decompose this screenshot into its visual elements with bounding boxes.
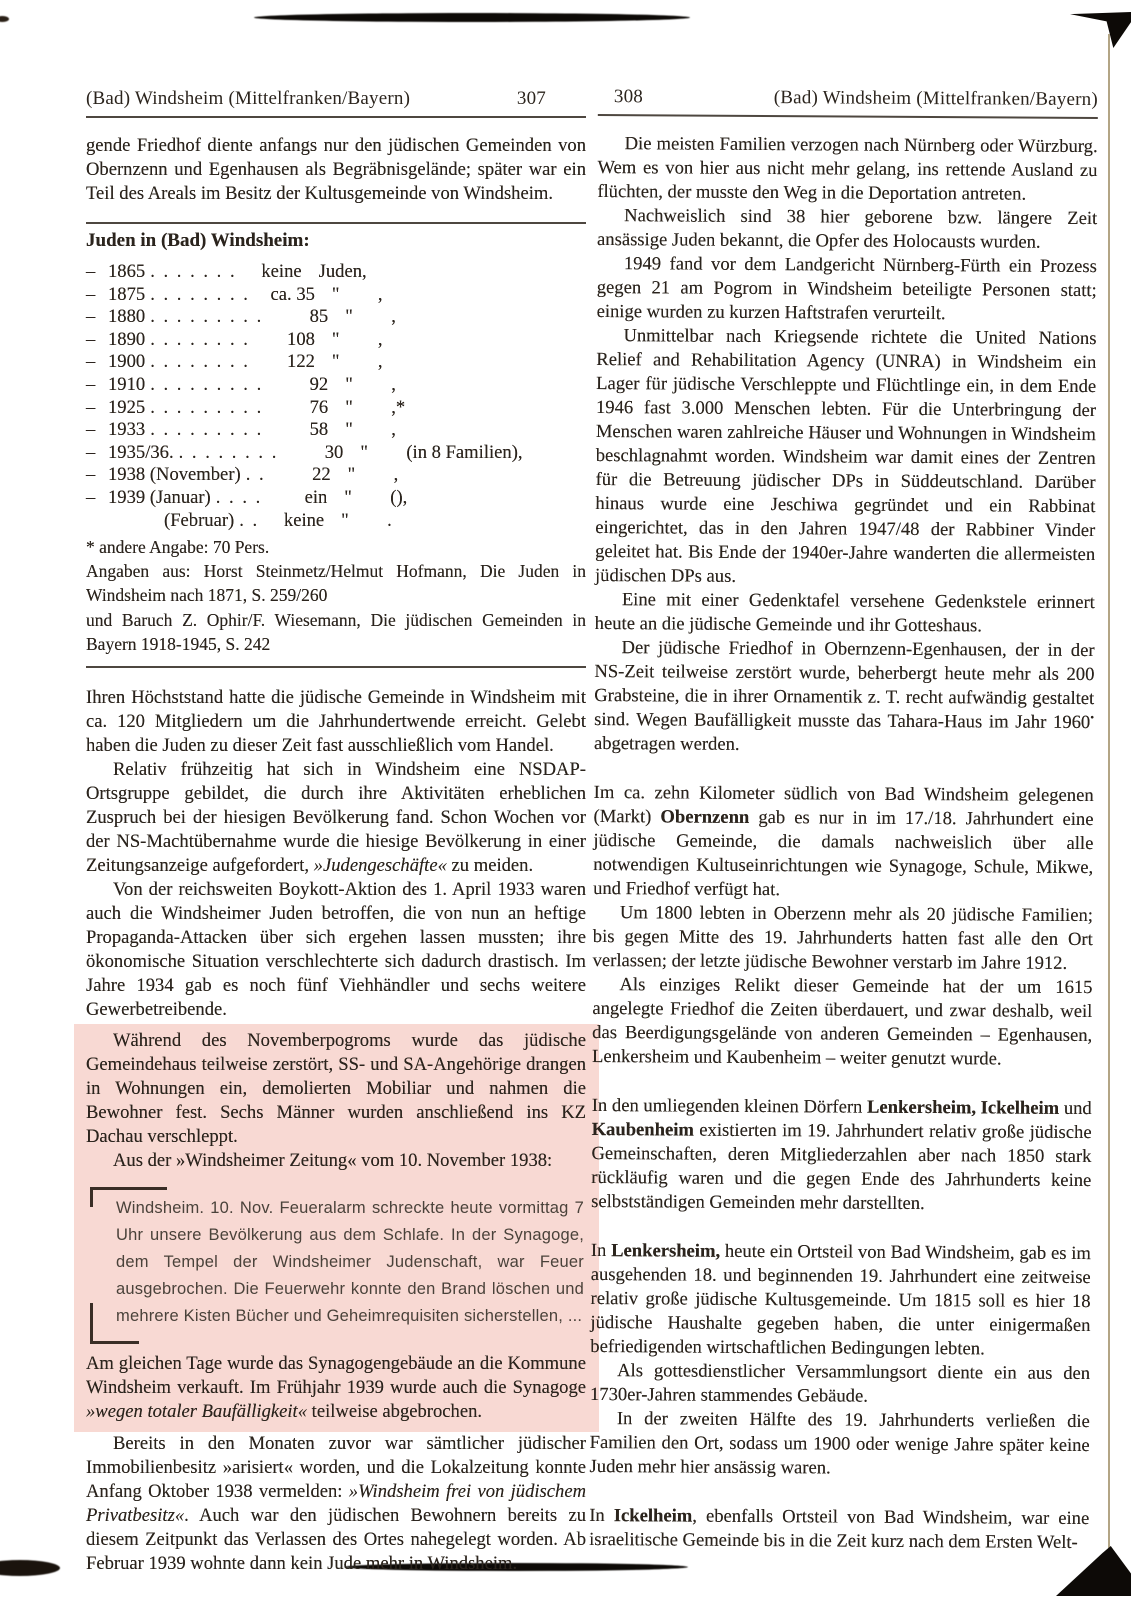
table-row	[86, 397, 586, 420]
cell-leader-dots: . . . .	[215, 486, 261, 508]
table-row	[86, 442, 586, 465]
cell-year: 1938 (November)	[108, 464, 241, 486]
cell-year: 1875	[108, 283, 146, 305]
table-row	[86, 329, 586, 352]
cell-leader-dots: . . . . . . . . .	[150, 396, 262, 418]
paragraph-boykott: Von der reichsweiten Boykott-Aktion des 1. April 1933 waren auch die Windsheimer Juden betroffen, die von nun an heftige Propaganda-Attacken über sich ergehen lassen mussten; ihre ökonomische Situation verschlechterte sich dadurch drastisch. Im Jahre 1934 gab es noch fünf Viehhändler und sechs weitere Gewerbetreibende.	[86, 879, 586, 1021]
cell-value: ein	[304, 486, 328, 508]
statistics-heading: Juden in (Bad) Windsheim:	[86, 230, 310, 251]
paragraph-zweite-haelfte: In der zweiten Hälfte des 19. Jahrhunderts verließen die Familien den Ort, sodass um 1900 oder wenige Jahre später keine Juden mehr hier ansässig waren.	[589, 1408, 1090, 1479]
cell-dash: –	[86, 351, 96, 373]
paragraph-hoechststand: Ihren Höchststand hatte die jüdische Gemeinde in Windsheim mit ca. 120 Mitgliedern um die Jahrhundertwende erreicht. Gelebt haben die Juden zu dieser Zeit fast ausschließlich vom Handel.	[86, 687, 586, 757]
cell-ditto: Juden,	[318, 261, 367, 282]
cell-year: 1880	[108, 306, 146, 328]
cell-ditto: "	[347, 464, 356, 486]
cell-ditto: "	[345, 419, 353, 441]
page-edge-line	[1108, 34, 1110, 1550]
cell-value: 108	[287, 328, 315, 350]
paragraph-nsdap: Relativ frühzeitig hat sich in Windsheim eine NSDAP-Ortsgruppe gebildet, die durch ihre Aktivitäten erheblichen Zuspruch bei der hiesigen Bevölkerung fand. Schon Wochen vor der NS-Machtübernahme wurde die hiesige Bevölkerung in einer Zeitungsanzeige aufgefordert, »Judengeschäfte« zu meiden.	[86, 759, 586, 877]
cell-year: 1935/36.	[108, 441, 174, 463]
scan-corner-wedge-top-right	[1070, 12, 1131, 48]
page-number: 307	[516, 88, 546, 109]
table-row	[86, 261, 586, 284]
cell-note: ,	[377, 351, 383, 373]
cell-leader-dots: . .	[245, 464, 264, 486]
paragraph-relikt: Als einziges Relikt dieser Gemeinde hat der um 1615 angelegte Friedhof die Zeiten überdauert, und zwar deshalb, weil das Beerdigungsgelände von anderen Gemeinden – Egenhausen, Lenkersheim und Kaubenheim – weiter genutzt wurde.	[592, 974, 1093, 1070]
cell-value: 58	[309, 419, 329, 441]
table-row	[86, 464, 586, 487]
highlighted-passage	[74, 1024, 599, 1432]
table-row	[86, 510, 586, 533]
cell-leader-dots: . . . . . . .	[150, 261, 235, 282]
cell-year: 1925	[108, 396, 146, 418]
cell-leader-dots: . . . . . . . .	[150, 351, 248, 373]
paragraph-friedhof-obernzenn: Der jüdische Friedhof in Obernzenn-Egenhausen, der in der NS-Zeit teilweise zerstört wurde, beherbergt heute mehr als 200 Grabsteine, die in ihrer Ornamentik z. T. recht aufwändig gestaltet sind. Wegen Baufälligkeit musste das Tahara-Haus im Jahr 1960• abgetragen werden.	[593, 637, 1095, 755]
cell-value: 22	[312, 464, 331, 486]
cell-note: ,	[377, 328, 383, 350]
table-row	[86, 351, 586, 374]
table-bottom-rule	[86, 666, 586, 668]
source-reference: und Baruch Z. Ophir/F. Wiesemann, Die jüdischen Gemeinden in Bayern 1918-1945, S. 242	[86, 610, 586, 654]
paragraph-novemberpogrom: Während des Novemberpogroms wurde das jüdische Gemeindehaus teilweise zerstört, SS- und SA-Angehörige drangen in Wohnungen ein, demolierten Mobiliar und nahmen die Bewohner fest. Sechs Männer wurden anschließend ins KZ Dachau verschleppt.	[86, 1030, 586, 1148]
paragraph-ickelheim: In Ickelheim, ebenfalls Ortsteil von Bad Windsheim, war eine israelitische Gemeinde bis in die Zeit kurz nach dem Ersten Welt-	[589, 1504, 1090, 1553]
cell-value: 85	[309, 306, 329, 328]
population-statistics	[86, 230, 586, 656]
cell-value: 122	[287, 351, 315, 373]
scan-smudge-top	[254, 13, 690, 22]
cell-dash: –	[86, 396, 96, 418]
cell-year: 1933	[108, 419, 146, 441]
table-row	[86, 284, 586, 307]
paragraph-gedenkstele: Eine mit einer Gedenktafel versehene Gedenkstele erinnert heute an die jüdische Gemeinde und ihr Gotteshaus.	[594, 589, 1095, 637]
quote-text: Windsheim. 10. Nov. Feueralarm schreckte heute vormittag 7 Uhr unsere Bevölkerung aus dem Schlafe. In der Synagoge, dem Tempel der Windsheimer Judenschaft, war Feuer ausgebrochen. Die Feuerwehr konnte den Brand löschen und mehrere Kisten Bücher und Geheimrequisiten sicherstellen, ...	[116, 1199, 584, 1326]
table-row	[86, 419, 586, 442]
running-header-title: (Bad) Windsheim (Mittelfranken/Bayern)	[773, 87, 1098, 111]
paragraph-unra: Unmittelbar nach Kriegsende richtete die United Nations Relief and Rehabilitation Agency (UNRA) in Windsheim ein Lager für jüdische Verschleppte und Flüchtlinge ein, in dem Ende 1946 fast 3.000 Menschen lebten. Für die Unterbringung der Menschen waren zahlreiche Häuser und Wohnungen in Windsheim beschlagnahmt worden. Windsheim war damit eines der Zentren für die Betreuung jüdischer DPs in Süddeutschland. Darüber hinaus wurde eine Jeschiwa gegründet und ein Rabbinat eingerichtet, das in den Jahren 1947/48 der Rabbiner Vinder geleitet hat. Bis Ende der 1940er-Jahre wanderten die allermeisten jüdischen DPs aus.	[594, 325, 1097, 587]
paragraph-doerfer: In den umliegenden kleinen Dörfern Lenkersheim, Ickelheim und Kaubenheim existierten im 19. Jahrhundert relativ große jüdische Gemeinschaften, deren Mitgliederzahlen aber nach 1850 stark rückläufig waren und die gegen Ende des Jahrhunderts keine selbstständigen Gemeinden mehr darstellten.	[591, 1094, 1092, 1215]
table-row	[86, 306, 586, 329]
paragraph-familien: Die meisten Familien verzogen nach Nürnberg oder Würzburg. Wem es von hier aus nicht mehr gelang, ins rettende Ausland zu flüchten, der musste den Weg in die Deportation antreten.	[597, 133, 1098, 205]
header-rule	[598, 114, 1098, 119]
cell-ditto: "	[345, 373, 353, 395]
cell-note: ,*	[391, 396, 406, 418]
cell-ditto: "	[360, 441, 368, 463]
source-reference: Angaben aus: Horst Steinmetz/Helmut Hofmann, Die Juden in Windsheim nach 1871, S. 259/260	[86, 561, 586, 605]
cell-leader-dots: . . . . . . . .	[150, 328, 248, 350]
cell-dash: –	[86, 464, 96, 486]
cell-ditto: "	[331, 351, 340, 373]
paragraph-verkauf: Am gleichen Tage wurde das Synagogengebäude an die Kommune Windsheim verkauft. Im Frühjahr 1939 wurde auch die Synagoge »wegen totaler Baufälligkeit« teilweise abgebrochen.	[86, 1353, 586, 1423]
table-top-rule	[86, 222, 586, 224]
page-307-header	[86, 88, 586, 110]
quote-bracket-top	[90, 1187, 167, 1207]
cell-year: 1900	[108, 351, 146, 373]
paragraph-obernzenn: Im ca. zehn Kilometer südlich von Bad Windsheim gelegenen (Markt) Obernzenn gab es nur in im 17./18. Jahrhundert eine jüdische Gemeinde, die damals nachweislich über alle notwendigen Kultuseinrichtungen wie Synagoge, Schule, Mikwe, und Friedhof verfügt hat.	[593, 781, 1094, 901]
paragraph-nachweislich: Nachweislich sind 38 hier geborene bzw. längere Zeit ansässige Juden bekannt, die Opfer des Holocausts wurden.	[596, 205, 1098, 253]
cell-dash: –	[86, 373, 96, 395]
table-footnote: * andere Angabe: 70 Pers.	[86, 537, 270, 558]
cell-ditto: "	[341, 509, 349, 531]
cell-note: .	[387, 509, 392, 531]
cell-value: 30	[324, 441, 344, 463]
page-308-header	[598, 86, 1098, 111]
running-header-title: (Bad) Windsheim (Mittelfranken/Bayern)	[86, 88, 411, 109]
cell-leader-dots: . . . . . . . . .	[150, 419, 262, 441]
page-307-column	[86, 88, 586, 1576]
cell-value: 92	[309, 373, 329, 395]
header-rule	[86, 116, 586, 118]
page-number: 308	[613, 86, 644, 108]
cell-ditto: "	[345, 306, 353, 328]
cell-value: keine	[261, 261, 302, 282]
paragraph-zeitung-intro: Aus der »Windsheimer Zeitung« vom 10. November 1938:	[113, 1150, 553, 1172]
paragraph-friedhof-continuation: gende Friedhof diente anfangs nur den jüdischen Gemeinden von Obernzenn und Egenhausen als Begräbnisgelände; später war ein Teil des Areals im Besitz der Kultusgemeinde von Windsheim.	[86, 135, 586, 204]
cell-year: 1890	[108, 328, 146, 350]
cell-leader-dots: . .	[239, 509, 258, 531]
cell-dash: –	[86, 441, 96, 463]
cell-value: ca. 35	[270, 283, 315, 305]
cell-ditto: "	[345, 396, 353, 418]
cell-ditto: "	[331, 283, 340, 305]
cell-note: ,	[393, 464, 399, 486]
cell-leader-dots: . . . . . . . .	[178, 441, 277, 463]
footnote-marker: •	[1090, 711, 1095, 724]
cell-year: 1865	[108, 261, 146, 282]
paragraph-um1800: Um 1800 lebten in Oberzenn mehr als 20 jüdische Familien; bis gegen Mitte des 19. Jahrhunderts hatten fast alle den Ort verlassen; der letzte jüdische Bewohner verstarb im Jahre 1912.	[592, 902, 1094, 974]
cell-leader-dots: . . . . . . . . .	[150, 373, 262, 395]
cell-note: ,	[391, 306, 396, 328]
cell-note: ,	[377, 283, 383, 305]
cell-ditto: "	[331, 328, 340, 350]
cell-value: keine	[283, 509, 325, 531]
paragraph-versammlungsort: Als gottesdienstlicher Versammlungsort diente ein aus den 1730er-Jahren stammendes Gebäude.	[589, 1360, 1091, 1407]
cell-dash: –	[86, 306, 96, 328]
paragraph-lenkersheim: In Lenkersheim, heute ein Ortsteil von Bad Windsheim, gab es im ausgehenden 18. und beginnenden 19. Jahrhundert eine zeitweise relativ große jüdische Kultusgemeinde. Um 1815 soll es hier 18 jüdische Haushalte gegeben haben, die unter einigermaßen befriedigenden wirtschaftlichen Bedingungen lebten.	[590, 1239, 1091, 1360]
quote-bracket-bottom	[90, 1303, 139, 1344]
scan-smudge-bottom-left	[0, 1560, 60, 1576]
cell-note: (in 8 Familien),	[406, 441, 523, 463]
page-308-column	[589, 86, 1098, 1555]
paragraph-arisiert: Bereits in den Monaten zuvor war sämtlicher jüdischer Immobilienbesitz »arisiert« worden, und die Lokalzeitung konnte Anfang Oktober 1938 vermelden: »Windsheim frei von jüdischem Privatbesitz«. Auch war den jüdischen Bewohnern bereits zu diesem Zeitpunkt das Verlassen des Ortes nahegelegt worden. Ab Februar 1939 wohnte dann kein Jude mehr in Windsheim.	[86, 1433, 586, 1575]
table-row	[86, 487, 586, 510]
cell-dash: –	[86, 328, 96, 350]
cell-leader-dots: . . . . . . . .	[150, 283, 248, 305]
cell-dash: –	[86, 283, 96, 305]
cell-dash: –	[86, 486, 96, 508]
paragraph-prozess: 1949 fand vor dem Landgericht Nürnberg-Fürth ein Prozess gegen 21 am Pogrom in Windsheim beteiligte Personen statt; einige wurden zu kurzen Haftstrafen verurteilt.	[596, 253, 1097, 325]
cell-leader-dots: . . . . . . . . .	[150, 306, 262, 328]
cell-ditto: "	[344, 486, 352, 508]
cell-dash: –	[86, 419, 96, 441]
cell-value: 76	[309, 396, 329, 418]
cell-year: 1910	[108, 373, 146, 395]
cell-note: ,	[391, 373, 396, 395]
newspaper-quote	[86, 1187, 586, 1342]
cell-year: 1939 (Januar)	[108, 486, 211, 508]
scan-smudge-top-left	[0, 16, 9, 22]
cell-note: ,	[391, 419, 396, 441]
cell-note: (),	[390, 486, 408, 508]
cell-dash: –	[86, 261, 96, 282]
table-row	[86, 374, 586, 397]
cell-year: (Februar)	[164, 509, 235, 531]
